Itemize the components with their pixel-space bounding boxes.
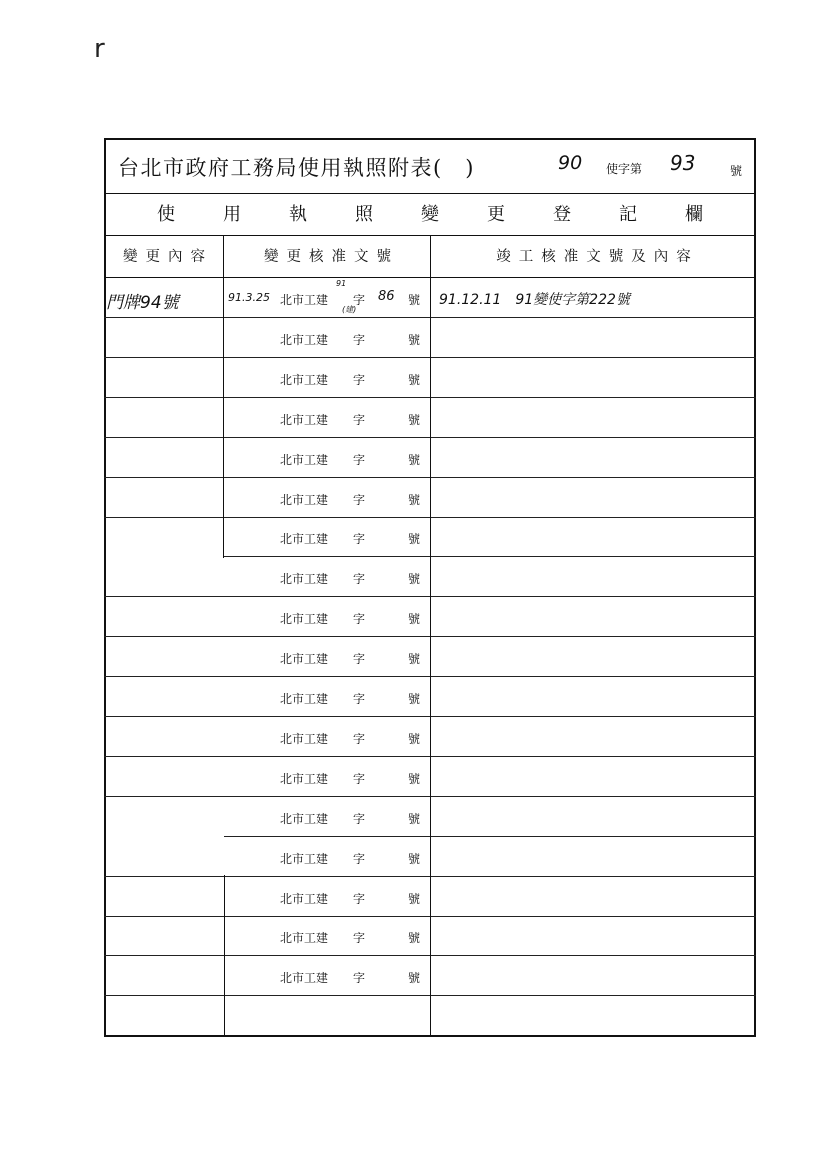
completion-cell xyxy=(431,557,756,597)
approval-suffix: 號 xyxy=(408,811,421,826)
approval-suffix: 號 xyxy=(408,652,421,667)
change-approval-cell xyxy=(224,557,431,597)
change-approval-cell xyxy=(224,877,431,917)
change-approval-cell xyxy=(224,677,431,717)
completion-cell xyxy=(431,637,756,677)
completion-value: 91.12.11 91變使字第222號 xyxy=(439,292,630,308)
permit-year: 90 xyxy=(558,152,583,174)
approval-office: 北市工建 xyxy=(280,811,329,826)
change-approval-cell xyxy=(224,358,431,398)
approval-char: 字 xyxy=(353,612,366,627)
change-approval-cell xyxy=(224,916,431,956)
approval-suffix: 號 xyxy=(408,771,421,786)
change-content-cell xyxy=(104,478,224,518)
change-content-cell xyxy=(104,358,224,398)
change-content-cell xyxy=(104,517,224,557)
approval-suffix: 號 xyxy=(408,572,421,587)
completion-cell xyxy=(431,757,756,797)
approval-char: 字 xyxy=(353,293,366,307)
column-header-change-approval: 變更核准文號 xyxy=(224,236,431,278)
approval-suffix: 號 xyxy=(408,851,421,866)
change-approval-cell xyxy=(224,318,431,358)
approval-note: (建) xyxy=(342,305,357,314)
approval-suffix: 號 xyxy=(408,332,421,347)
approval-suffix: 號 xyxy=(408,692,421,706)
approval-suffix: 號 xyxy=(408,532,421,547)
form-title: 台北市政府工務局使用執照附表( ) xyxy=(118,156,475,180)
approval-office: 北市工建 xyxy=(280,931,329,946)
completion-cell xyxy=(431,877,756,917)
completion-cell xyxy=(431,278,756,318)
approval-office: 北市工建 xyxy=(280,851,329,866)
change-content-cell xyxy=(104,797,224,837)
approval-char: 字 xyxy=(353,692,366,706)
completion-cell xyxy=(431,597,756,637)
approval-suffix: 號 xyxy=(408,492,421,507)
approval-office: 北市工建 xyxy=(280,771,329,786)
change-approval-cell xyxy=(224,757,431,797)
completion-cell xyxy=(431,318,756,358)
completion-cell xyxy=(431,916,756,956)
change-approval-cell xyxy=(224,398,431,438)
approval-char: 字 xyxy=(353,851,366,866)
approval-suffix: 號 xyxy=(408,452,421,467)
column-header-change-content: 變更內容 xyxy=(104,236,224,278)
change-content-cell xyxy=(104,877,224,917)
form-title-bar xyxy=(104,138,756,194)
completion-cell xyxy=(431,717,756,757)
permit-prefix: 使字第 xyxy=(606,162,643,176)
approval-office: 北市工建 xyxy=(280,332,329,347)
change-content-cell xyxy=(104,677,224,717)
approval-suffix: 號 xyxy=(408,372,421,387)
approval-office: 北市工建 xyxy=(280,492,329,507)
approval-suffix: 號 xyxy=(408,412,421,427)
approval-office: 北市工建 xyxy=(280,692,329,706)
approval-suffix: 號 xyxy=(408,931,421,946)
approval-char: 字 xyxy=(353,652,366,667)
completion-cell xyxy=(431,956,756,996)
completion-cell xyxy=(431,478,756,518)
approval-char: 字 xyxy=(353,452,366,467)
completion-cell xyxy=(431,358,756,398)
change-content-cell xyxy=(104,597,224,637)
column-header-completion: 竣工核准文號及內容 xyxy=(431,236,756,278)
change-approval-cell xyxy=(224,278,431,318)
approval-office: 北市工建 xyxy=(280,891,329,906)
approval-char: 字 xyxy=(353,492,366,507)
permit-number: 93 xyxy=(670,151,696,175)
change-approval-cell xyxy=(224,597,431,637)
approval-office: 北市工建 xyxy=(280,372,329,387)
change-content-cell xyxy=(104,557,224,597)
corner-mark: r xyxy=(94,34,105,64)
change-approval-cell xyxy=(224,438,431,478)
completion-cell xyxy=(431,837,756,877)
change-content-cell xyxy=(104,837,224,877)
approval-char: 字 xyxy=(353,332,366,347)
approval-year: 91 xyxy=(336,279,347,288)
approval-char: 字 xyxy=(353,532,366,547)
change-content-cell xyxy=(104,637,224,677)
change-approval-cell xyxy=(224,517,431,557)
approval-char: 字 xyxy=(353,572,366,587)
approval-suffix: 號 xyxy=(408,891,421,906)
approval-char: 字 xyxy=(353,811,366,826)
completion-cell xyxy=(431,517,756,557)
change-content-cell xyxy=(104,278,224,318)
completion-cell xyxy=(431,677,756,717)
completion-cell xyxy=(431,797,756,837)
change-content-cell xyxy=(104,757,224,797)
column-divider-1 xyxy=(223,236,224,558)
change-approval-cell xyxy=(224,717,431,757)
approval-suffix: 號 xyxy=(408,293,421,307)
completion-cell xyxy=(431,398,756,438)
column-divider-1-lower xyxy=(224,875,225,1037)
change-content-cell xyxy=(104,717,224,757)
approval-char: 字 xyxy=(353,891,366,906)
approval-office: 北市工建 xyxy=(280,452,329,467)
approval-date: 91.3.25 xyxy=(228,291,270,304)
approval-char: 字 xyxy=(353,731,366,746)
change-approval-cell xyxy=(224,837,431,877)
change-content-cell xyxy=(104,398,224,438)
change-approval-cell xyxy=(224,956,431,996)
approval-char: 字 xyxy=(353,971,366,986)
section-title: 使用執照變更登記欄 xyxy=(104,194,756,236)
change-content-cell xyxy=(104,438,224,478)
column-divider-2 xyxy=(430,236,431,1037)
approval-suffix: 號 xyxy=(408,612,421,627)
approval-char: 字 xyxy=(353,771,366,786)
change-approval-cell xyxy=(224,478,431,518)
approval-number: 86 xyxy=(378,289,395,304)
change-content-value: 門牌94號 xyxy=(106,293,179,313)
approval-office: 北市工建 xyxy=(280,532,329,547)
change-content-cell xyxy=(104,956,224,996)
approval-suffix: 號 xyxy=(408,971,421,986)
approval-char: 字 xyxy=(353,412,366,427)
approval-office: 北市工建 xyxy=(280,572,329,587)
change-approval-cell xyxy=(224,637,431,677)
approval-office: 北市工建 xyxy=(280,652,329,667)
approval-office: 北市工建 xyxy=(280,731,329,746)
permit-suffix: 號 xyxy=(730,164,743,178)
approval-office: 北市工建 xyxy=(280,412,329,427)
change-content-cell xyxy=(104,318,224,358)
approval-char: 字 xyxy=(353,372,366,387)
approval-office: 北市工建 xyxy=(280,293,329,307)
change-approval-cell xyxy=(224,797,431,837)
change-content-cell xyxy=(104,916,224,956)
approval-suffix: 號 xyxy=(408,731,421,746)
approval-char: 字 xyxy=(353,931,366,946)
approval-office: 北市工建 xyxy=(280,612,329,627)
approval-office: 北市工建 xyxy=(280,971,329,986)
completion-cell xyxy=(431,438,756,478)
